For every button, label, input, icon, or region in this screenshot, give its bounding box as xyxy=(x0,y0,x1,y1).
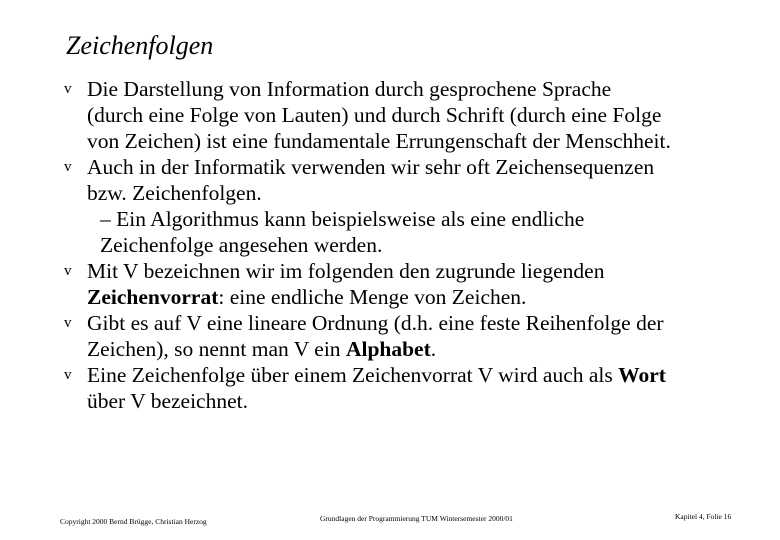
bullet-line xyxy=(87,336,766,362)
bullet-list xyxy=(66,76,766,414)
checkmark-bullet-icon: v xyxy=(64,81,72,97)
bullet-item xyxy=(66,258,766,310)
text-run: (durch eine Folge von Lauten) und durch Schrift (durch eine Folge xyxy=(87,103,662,127)
text-run: Zeichen), so nennt man V ein xyxy=(87,337,346,361)
bold-term: Wort xyxy=(618,363,666,387)
text-run: bzw. Zeichenfolgen. xyxy=(87,181,262,205)
checkmark-bullet-icon: v xyxy=(64,159,72,175)
bullet-line xyxy=(87,180,766,206)
text-run: von Zeichen) ist eine fundamentale Errungenschaft der Menschheit. xyxy=(87,129,671,153)
bullet-line xyxy=(87,128,766,154)
bullet-item xyxy=(66,362,766,414)
bullet-line xyxy=(87,362,766,388)
bullet-line xyxy=(87,284,766,310)
text-run: : eine endliche Menge von Zeichen. xyxy=(218,285,527,309)
footer-page-number: Kapitel 4, Folie 16 xyxy=(675,512,732,521)
text-run: über V bezeichnet. xyxy=(87,389,248,413)
checkmark-bullet-icon: v xyxy=(64,367,72,383)
bullet-line xyxy=(87,388,766,414)
bold-term: Zeichenvorrat xyxy=(87,285,219,309)
bullet-item xyxy=(66,154,766,206)
bullet-line xyxy=(87,258,766,284)
text-run: Gibt es auf V eine lineare Ordnung (d.h. eine feste Reihenfolge der xyxy=(87,311,664,335)
checkmark-bullet-icon: v xyxy=(64,315,72,331)
bullet-line xyxy=(87,76,766,102)
text-run: Die Darstellung von Information durch gesprochene Sprache xyxy=(87,77,612,101)
footer-copyright: Copyright 2000 Bernd Brügge, Christian Herzog xyxy=(60,517,207,526)
bullet-line xyxy=(87,310,766,336)
bullet-line xyxy=(87,154,766,180)
text-run: – Ein Algorithmus kann beispielsweise als eine endliche xyxy=(100,207,585,231)
bullet-line xyxy=(100,206,766,232)
bullet-item xyxy=(66,76,766,154)
bullet-line xyxy=(87,102,766,128)
text-run: Auch in der Informatik verwenden wir sehr oft Zeichensequenzen xyxy=(87,155,655,179)
text-run: Eine Zeichenfolge über einem Zeichenvorrat V wird auch als xyxy=(87,363,619,387)
text-run: Zeichenfolge angesehen werden. xyxy=(100,233,383,257)
bullet-line xyxy=(100,232,766,258)
slide-title: Zeichenfolgen xyxy=(66,31,214,60)
bullet-item xyxy=(66,310,766,362)
checkmark-bullet-icon: v xyxy=(64,263,72,279)
bold-term: Alphabet xyxy=(345,337,431,361)
footer-course: Grundlagen der Programmierung TUM Wintersemester 2000/01 xyxy=(320,514,513,523)
text-run: . xyxy=(430,337,437,361)
sub-bullet-item xyxy=(66,206,766,258)
text-run: Mit V bezeichnen wir im folgenden den zugrunde liegenden xyxy=(87,259,605,283)
